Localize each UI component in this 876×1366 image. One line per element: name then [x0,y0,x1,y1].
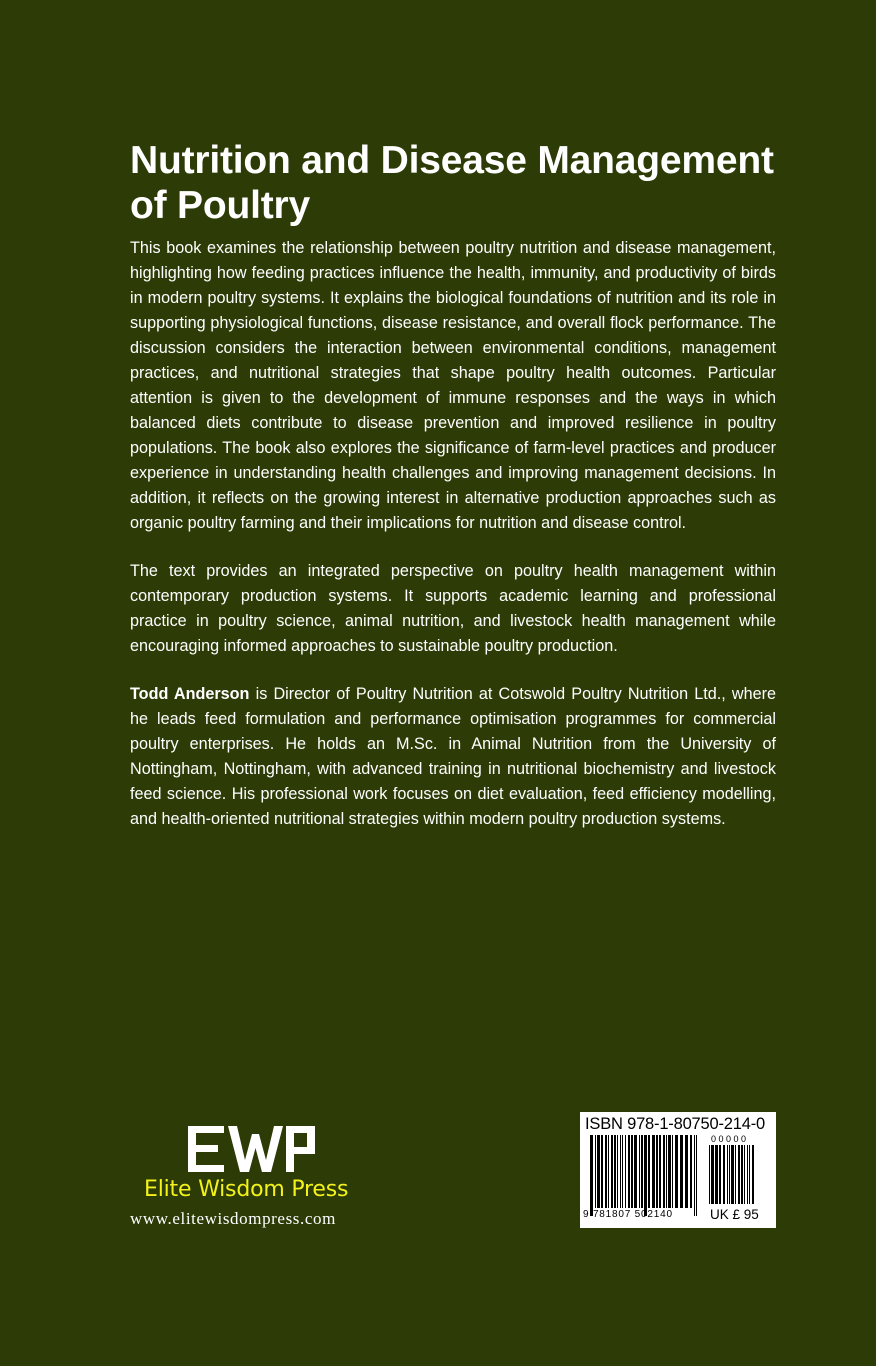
barcode-bar [652,1135,655,1208]
barcode-bar [715,1145,718,1204]
barcode-bar [620,1135,621,1208]
barcode-bar [709,1145,710,1204]
barcode-bar [631,1135,633,1208]
barcode-bar [752,1145,754,1204]
barcode-bar [617,1135,618,1208]
blurb-paragraph-2: The text provides an integrated perspective on poultry health management within contemporary production systems. It supports academic learning and professional practice in poultry science, animal nutrition, and livestock health management while encouraging informed approaches to sustainable poultry production. [130,562,776,655]
book-title-line-1: Nutrition and Disease Management [130,139,774,182]
barcode-bar [628,1135,630,1208]
barcode-bar [590,1135,593,1216]
book-title-line-2: of Poultry [130,184,310,227]
barcode-bar [625,1135,626,1208]
barcode-bar [656,1135,658,1208]
barcode-addon-digits: 00000 [711,1134,749,1144]
publisher-block [130,1126,390,1228]
barcode-bar [644,1135,647,1216]
barcode-bar [711,1145,714,1204]
barcode-bar [605,1135,607,1208]
barcode-bar [622,1135,623,1208]
barcode-bar [694,1135,695,1216]
barcode-bar [608,1135,609,1208]
barcode-bar [675,1135,678,1208]
barcode-bar [723,1145,725,1204]
barcode-bar [668,1135,671,1208]
barcode-bar [597,1135,600,1208]
cover-text-block [130,138,776,832]
author-bio [130,682,776,832]
barcode-bar [680,1135,683,1208]
barcode-bar [672,1135,673,1208]
blurb-paragraph-1: This book examines the relationship between poultry nutrition and disease management, highlighting how feeding practices influence the health, immunity, and productivity of birds in modern poultry systems. It explains the biological foundations of nutrition and its role in supporting physiological functions, disease resistance, and overall flock performance. The discussion considers the interaction between environmental conditions, management practices, and nutritional strategies that shape poultry health outcomes. Particular attention is given to the development of immune responses and the ways in which balanced diets contribute to disease prevention and improved resilience in poultry populations. The book also explores the significance of farm-level practices and producer experience in understanding health challenges and improving management decisions. In addition, it reflects on the growing interest in alternative production approaches such as organic poultry farming and their implications for nutrition and disease control. [130,239,776,532]
barcode-bar [641,1135,643,1208]
barcode-bar [747,1145,748,1204]
barcode-box [580,1112,776,1228]
book-title [130,138,776,228]
publisher-name: Elite Wisdom Press [144,1177,349,1202]
barcode-bar [663,1135,665,1208]
barcode-bar [648,1135,650,1208]
author-name: Todd Anderson [130,685,250,703]
barcode-bar [738,1145,740,1204]
barcode-bar [659,1135,661,1208]
barcode-bar [731,1145,734,1204]
barcode-bar [729,1145,730,1204]
barcode-bar [685,1135,688,1208]
barcode-bar [741,1145,743,1204]
barcode-bar [611,1135,613,1208]
author-bio-text: is Director of Poultry Nutrition at Cotswold Poultry Nutrition Ltd., where he leads feed formulation and performance optimisation programmes for commercial poultry enterprises. He holds an M.Sc. in Animal Nutrition from the University of Nottingham, Nottingham, with advanced training in nutritional biochemistry and livestock feed science. His professional work focuses on diet evaluation, feed efficiency modelling, and health-oriented nutritional strategies within modern poultry production systems. [130,685,776,828]
barcode-bar [601,1135,603,1208]
barcode-bar [690,1135,692,1208]
publisher-url[interactable]: www.elitewisdompress.com [130,1209,336,1228]
isbn-text: ISBN 978-1-80750-214-0 [585,1115,765,1133]
barcode-bar [595,1135,596,1208]
barcode-bar [639,1135,640,1208]
barcode-bar [727,1145,728,1204]
barcode-bar [614,1135,616,1208]
price-label: UK £ 95 [710,1207,759,1222]
barcode-bar [634,1135,637,1208]
barcode-bar [719,1145,721,1204]
ean-digits: 9 781807 502140 [583,1209,673,1220]
barcode-bar [735,1145,736,1204]
barcode-bar [749,1145,750,1204]
publisher-logo-icon [188,1126,318,1172]
barcode-bar [744,1145,745,1204]
barcode-bar [696,1135,697,1216]
barcode-bar [666,1135,667,1208]
